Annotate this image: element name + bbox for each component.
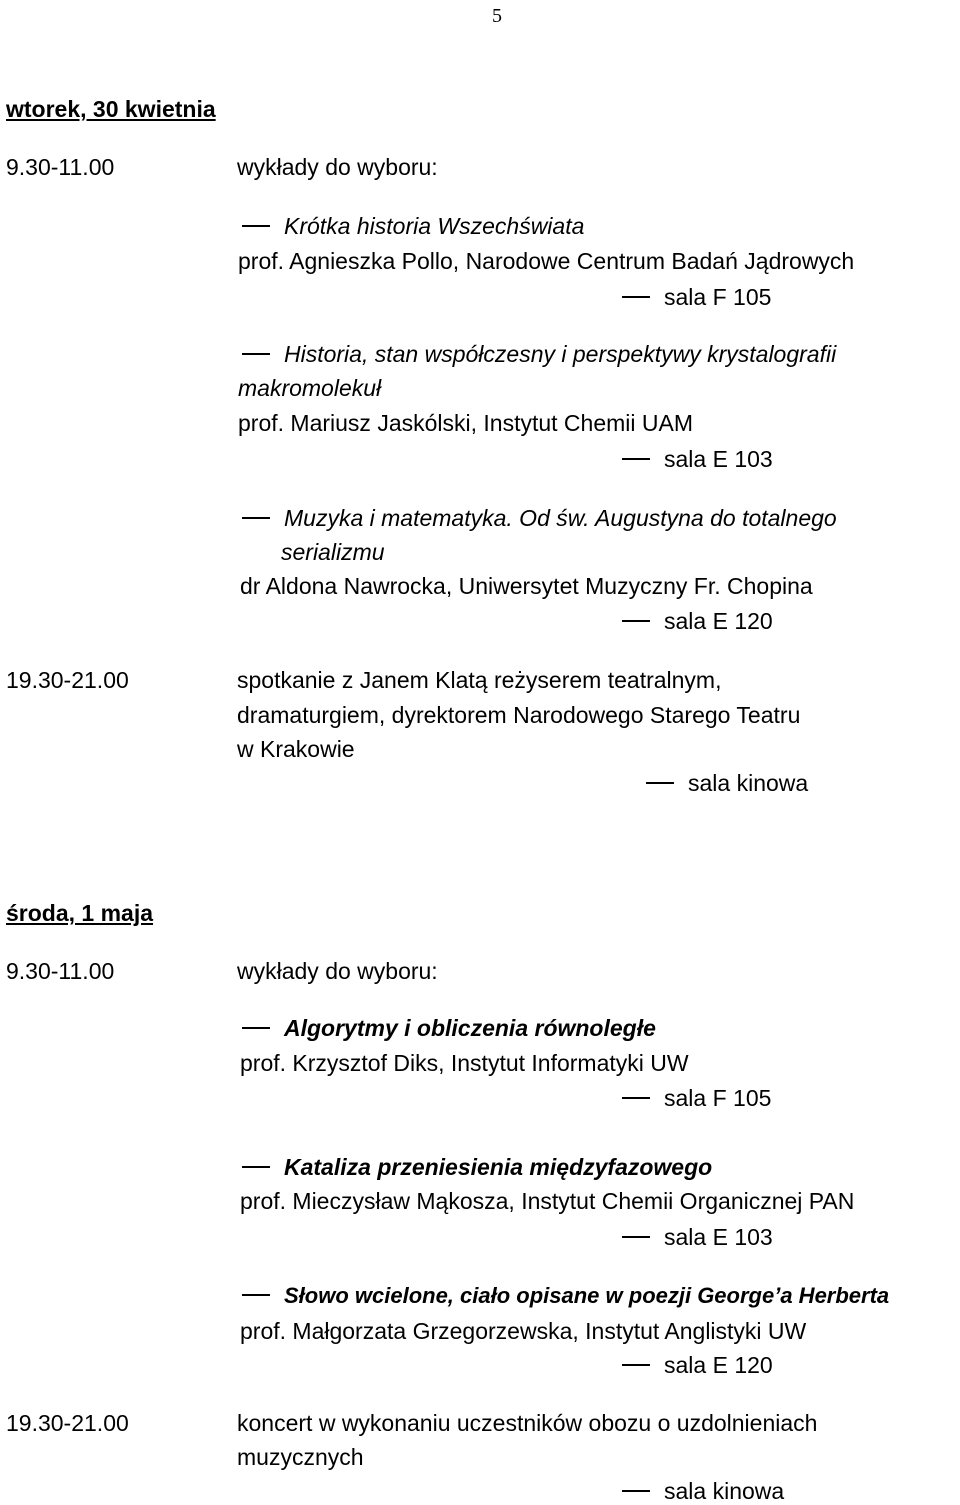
dash-icon — [622, 1236, 650, 1238]
session-label: wykłady do wyboru: — [237, 958, 438, 984]
lecture-speaker: dr Aldona Nawrocka, Uniwersytet Muzyczny Fr. Chopina — [240, 573, 813, 599]
lecture-room: sala F 105 — [622, 286, 771, 309]
lecture-room: sala E 103 — [622, 448, 773, 471]
lecture-room: sala E 120 — [622, 1354, 773, 1377]
dash-icon — [622, 458, 650, 460]
dash-icon — [242, 1166, 270, 1168]
session-time: 9.30-11.00 — [6, 958, 115, 984]
dash-icon — [242, 1294, 270, 1296]
dash-icon — [242, 353, 270, 355]
event-description-cont: w Krakowie — [237, 736, 355, 762]
event-description-cont: muzycznych — [237, 1444, 364, 1470]
day-heading: wtorek, 30 kwietnia — [6, 96, 216, 122]
page-number: 5 — [492, 5, 502, 27]
lecture-title-cont: serializmu — [281, 539, 385, 565]
day-heading: środa, 1 maja — [6, 900, 154, 926]
session-time: 19.30-21.00 — [6, 667, 129, 693]
event-room: sala kinowa — [646, 772, 808, 795]
lecture-speaker: prof. Agnieszka Pollo, Narodowe Centrum Badań Jądrowych — [238, 248, 855, 274]
lecture-speaker: prof. Małgorzata Grzegorzewska, Instytut Anglistyki UW — [240, 1318, 807, 1344]
lecture-title: Historia, stan współczesny i perspektywy krystalografii — [242, 343, 836, 366]
lecture-title: Krótka historia Wszechświata — [242, 215, 584, 238]
event-description-cont: dramaturgiem, dyrektorem Narodowego Starego Teatru — [237, 702, 801, 728]
lecture-title: Słowo wcielone, ciało opisane w poezji George’a Herberta — [242, 1285, 889, 1307]
event-room: sala kinowa — [622, 1480, 784, 1503]
lecture-title: Muzyka i matematyka. Od św. Augustyna do totalnego — [242, 507, 837, 530]
event-description: spotkanie z Janem Klatą reżyserem teatralnym, — [237, 667, 722, 693]
dash-icon — [622, 296, 650, 298]
lecture-speaker: prof. Mieczysław Mąkosza, Instytut Chemii Organicznej PAN — [240, 1188, 855, 1214]
session-label: wykłady do wyboru: — [237, 154, 438, 180]
lecture-speaker: prof. Krzysztof Diks, Instytut Informatyki UW — [240, 1050, 689, 1076]
dash-icon — [622, 1097, 650, 1099]
lecture-title: Algorytmy i obliczenia równoległe — [242, 1017, 656, 1040]
lecture-title: Kataliza przeniesienia międzyfazowego — [242, 1156, 712, 1179]
dash-icon — [622, 1490, 650, 1492]
lecture-speaker: prof. Mariusz Jaskólski, Instytut Chemii UAM — [238, 410, 694, 436]
lecture-room: sala F 105 — [622, 1087, 771, 1110]
dash-icon — [646, 782, 674, 784]
dash-icon — [242, 225, 270, 227]
dash-icon — [622, 620, 650, 622]
session-time: 9.30-11.00 — [6, 154, 115, 180]
event-description: koncert w wykonaniu uczestników obozu o uzdolnieniach — [237, 1410, 818, 1436]
dash-icon — [242, 1027, 270, 1029]
dash-icon — [622, 1364, 650, 1366]
lecture-title-cont: makromolekuł — [238, 375, 382, 401]
lecture-room: sala E 120 — [622, 610, 773, 633]
dash-icon — [242, 517, 270, 519]
lecture-room: sala E 103 — [622, 1226, 773, 1249]
session-time: 19.30-21.00 — [6, 1410, 129, 1436]
